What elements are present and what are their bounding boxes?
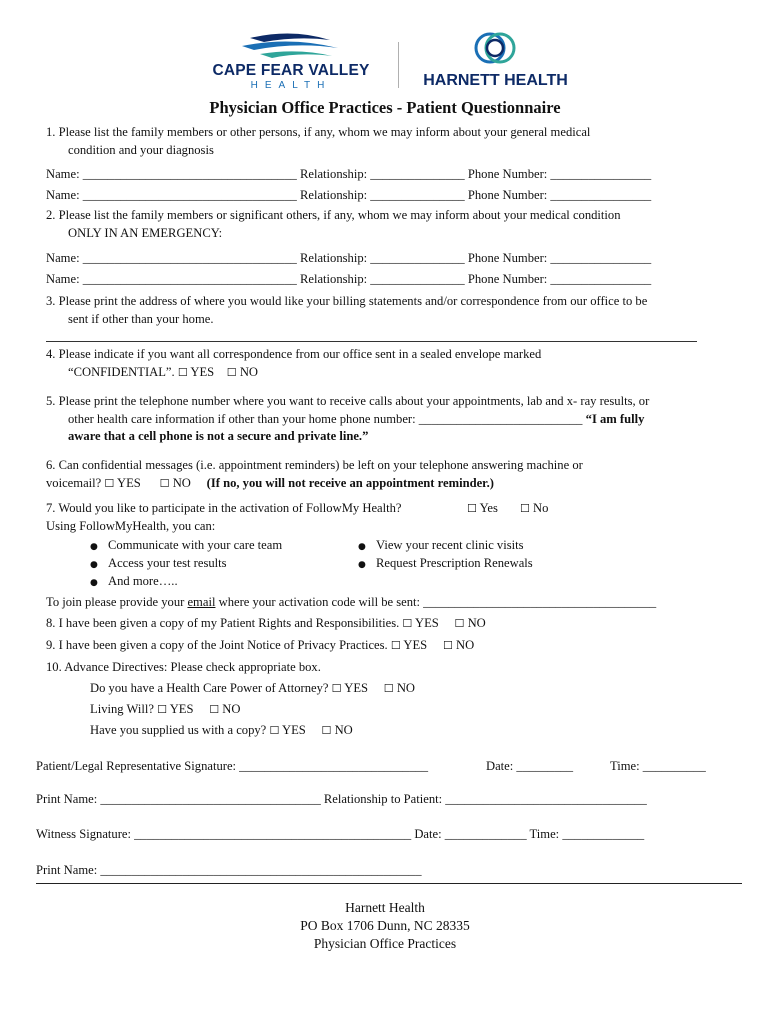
q10-item-2-no-checkbox[interactable]: ☐ xyxy=(209,703,220,716)
q3-line2: sent if other than your home. xyxy=(68,312,214,326)
q8-no-label: NO xyxy=(467,616,486,630)
rings-logo-icon xyxy=(418,30,573,70)
bullet-icon: ● xyxy=(358,542,366,552)
q10-item-2: Living Will? ☐ YES ☐ NO xyxy=(90,702,241,716)
cape-fear-valley-logo xyxy=(202,30,380,96)
patient-time-field[interactable]: Time: __________ xyxy=(610,759,706,773)
q6-no-checkbox[interactable]: ☐ xyxy=(159,477,170,490)
q7-bullet-right-1: ● View your recent clinic visits xyxy=(358,538,524,552)
q7-options xyxy=(467,501,548,516)
q9-yes-checkbox[interactable]: ☐ xyxy=(390,639,401,652)
footer-department: Physician Office Practices xyxy=(313,936,457,951)
q7-bullet-left-1: ● Communicate with your care team xyxy=(90,538,283,552)
bullet-icon: ● xyxy=(90,542,98,552)
q8-text: 8. I have been given a copy of my Patient Rights and Responsibilities. xyxy=(46,616,400,630)
bullet-icon: ● xyxy=(90,560,98,570)
q9-text: 9. I have been given a copy of the Joint Notice of Privacy Practices. xyxy=(46,638,388,652)
q7-no-checkbox[interactable]: ☐ xyxy=(519,502,530,515)
q10-item-3-yes-checkbox[interactable]: ☐ xyxy=(269,724,280,737)
q7-yes-checkbox[interactable]: ☐ xyxy=(467,502,477,515)
q10-heading: 10. Advance Directives: Please check appropriate box. xyxy=(46,660,321,674)
q7-yes-label: Yes xyxy=(479,501,498,515)
patient-signature-field[interactable]: Patient/Legal Representative Signature: ______________________________ xyxy=(36,759,429,773)
footer-org: Harnett Health xyxy=(345,900,425,915)
q9-no-checkbox[interactable]: ☐ xyxy=(442,639,453,652)
harnett-health-wordmark: HARNETT HEALTH xyxy=(423,72,568,89)
q10-item-1-no-checkbox[interactable]: ☐ xyxy=(383,682,394,695)
q7-email-line[interactable]: To join please provide your email where your activation code will be sent: _____________________________________ xyxy=(46,595,657,609)
q7-bullet-left-2: ● Access your test results xyxy=(90,556,227,570)
q5-line2 xyxy=(68,412,644,427)
q10-item-3: Have you supplied us with a copy? ☐ YES ☐ NO xyxy=(90,723,353,737)
bullet-icon: ● xyxy=(358,560,366,570)
q2-line2: ONLY IN AN EMERGENCY: xyxy=(68,226,223,240)
q6-line2 xyxy=(46,476,494,491)
q2-contact-row-1[interactable]: Name: __________________________________ Relationship: _______________ Phone Number: ________________ xyxy=(46,251,652,265)
q8-yes-label: YES xyxy=(414,616,439,630)
q7-question: 7. Would you like to participate in the activation of FollowMy Health? xyxy=(46,501,402,515)
cape-fear-valley-health-wordmark: HEALTH xyxy=(250,80,332,91)
q4-no-checkbox[interactable]: ☐ xyxy=(226,366,237,379)
q5-line1: 5. Please print the telephone number where you want to receive calls about your appointments, lab and x- ray results, or xyxy=(46,394,650,408)
footer-address: PO Box 1706 Dunn, NC 28335 xyxy=(300,918,470,933)
bullet-icon: ● xyxy=(90,578,98,588)
q7-bullet-right-2: ● Request Prescription Renewals xyxy=(358,556,533,570)
q7-no-label: No xyxy=(532,501,549,515)
q1-line1: 1. Please list the family members or other persons, if any, whom we may inform about your general medical xyxy=(46,125,591,139)
q6-yes-checkbox[interactable]: ☐ xyxy=(104,477,115,490)
harnett-health-logo xyxy=(418,30,573,92)
q4-confidential-text: “CONFIDENTIAL”. xyxy=(68,365,175,379)
q4-line1: 4. Please indicate if you want all correspondence from our office sent in a sealed envelope marked xyxy=(46,347,542,361)
q6-yes-label: YES xyxy=(116,476,141,490)
witness-print-name-field[interactable]: Print Name: ___________________________________________________ xyxy=(36,863,422,877)
q10-item-1-yes-checkbox[interactable]: ☐ xyxy=(331,682,342,695)
q4-yes-label: YES xyxy=(190,365,215,379)
q9-yes-label: YES xyxy=(403,638,428,652)
q10-item-3-no-checkbox[interactable]: ☐ xyxy=(321,724,332,737)
q10-item-1: Do you have a Health Care Power of Attorney? ☐ YES ☐ NO xyxy=(90,681,416,695)
cape-fear-valley-wordmark: CAPE FEAR VALLEY xyxy=(212,62,370,79)
q6-line1: 6. Can confidential messages (i.e. appointment reminders) be left on your telephone answering machine or xyxy=(46,458,583,472)
q7-using-text: Using FollowMyHealth, you can: xyxy=(46,519,216,533)
q2-line1: 2. Please list the family members or significant others, if any, whom we may inform about your medical condition xyxy=(46,208,621,222)
q9-no-label: NO xyxy=(455,638,475,652)
q8-line xyxy=(46,616,486,631)
q5-phone-text[interactable]: other health care information if other than your home phone number: __________________________ xyxy=(68,412,586,426)
q1-contact-row-2[interactable]: Name: __________________________________ Relationship: _______________ Phone Number: ________________ xyxy=(46,188,652,202)
page-title: Physician Office Practices - Patient Questionnaire xyxy=(209,98,561,117)
email-word: email xyxy=(187,595,216,609)
footer-divider xyxy=(36,883,742,884)
q7-bullet-left-3: ● And more….. xyxy=(90,574,178,588)
q4-no-label: NO xyxy=(239,365,259,379)
witness-signature-field[interactable]: Witness Signature: ____________________________________________ Date: _____________ Time: _____________ xyxy=(36,827,645,841)
q5-notice-start: “I am fully xyxy=(585,412,645,426)
patient-date-field[interactable]: Date: _________ xyxy=(486,759,574,773)
q8-no-checkbox[interactable]: ☐ xyxy=(454,617,465,630)
q6-note: (If no, you will not receive an appointment reminder.) xyxy=(206,476,494,490)
q4-line2 xyxy=(68,365,258,380)
logo-divider xyxy=(398,42,399,88)
q1-line2: condition and your diagnosis xyxy=(68,143,214,157)
wave-logo-icon xyxy=(202,30,380,64)
q3-line1: 3. Please print the address of where you would like your billing statements and/or correspondence from our office to be xyxy=(46,294,648,308)
q9-line xyxy=(46,638,474,653)
q6-no-label: NO xyxy=(172,476,191,490)
print-name-relationship-field[interactable]: Print Name: ___________________________________ Relationship to Patient: ________________________________ xyxy=(36,792,647,806)
q1-contact-row-1[interactable]: Name: __________________________________ Relationship: _______________ Phone Number: ________________ xyxy=(46,167,652,181)
q8-yes-checkbox[interactable]: ☐ xyxy=(402,617,413,630)
q10-item-2-yes-checkbox[interactable]: ☐ xyxy=(157,703,168,716)
q6-voicemail-text: voicemail? xyxy=(46,476,102,490)
q5-notice-end: aware that a cell phone is not a secure and private line.” xyxy=(68,429,369,443)
q4-yes-checkbox[interactable]: ☐ xyxy=(177,366,188,379)
q2-contact-row-2[interactable]: Name: __________________________________ Relationship: _______________ Phone Number: ________________ xyxy=(46,272,652,286)
q3-address-line[interactable] xyxy=(46,341,697,342)
